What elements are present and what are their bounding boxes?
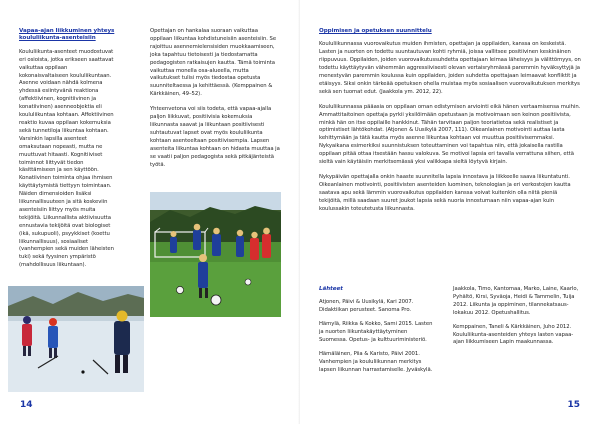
- section-heading-oppimisen: Oppimisen ja opetuksen suunnittelu: [319, 28, 432, 34]
- body-paragraph: Nykypäivän opettajalla onkin haaste suunnitella lapsia innostava ja liikkeelle saava liikuntatunti. Oikeanlainen motivointi, positiivisten asenteiden luominen, teknologian ja eri verkostojen kautta saatava apu sekä lämmin vuorovaikutus oppilaiden kanssa voivat kuitenkin olla niitä pieniä tekijöitä, millä saadaan suuret joukot lapsia sekä nuoria innostumaan niin vapaa-ajan kuin koulussakin toteutetusta liikunnasta.: [319, 174, 571, 212]
- body-paragraph: Koululiikunnassa pääasia on oppilaan oman edistymisen arviointi eikä hänen vertaamisensa muihin. Ammattitaitoinen opettaja pyrkii yksilöimään opetustaan ja motivoimaan sen keinon positiivista, minkä hän on itse oppilaille hankkinut. Tähän tarvitaan paljon teoriatietoa sekä realistiset ja optimistiset lähtökohdat. (Atjonen & Uusikylä 2007, 111). Oikeanlainen motivointi auttaa lasta kehittymään ja tätä kautta myös asenne liikuntaa kohtaan voi muuttua positiivisemmaksi. Nykyaikana esimerkiksi suunnistuksen toteuttaminen voi tapahtua niin, että jokaisella rastilla oppilaan pitää ottaa itsestään hassu valokuva. Se motivoi lapsia eri tavalla verrattuna siihen, että sieltä vain käytäisiin merkitsemässä yksi valikkapa sieltä löytyvä kirjain.: [319, 103, 581, 166]
- sources-left-column: [319, 286, 437, 381]
- section-heading-vapaa-ajan: Vapaa-ajan liikkuminen yhteys koululiikunta-asenteisiin: [19, 28, 115, 42]
- soccer-photo: [150, 192, 281, 317]
- page-number-15: 15: [567, 400, 580, 410]
- source-entry: Atjonen, Päivi & Uusikylä, Kari 2007. Didaktiikan perusteet. Sanoma Pro.: [319, 299, 414, 314]
- body-paragraph: Koululiikunta-asenteet muodostuvat eri osioista, jotka erikseen saattavat vaikuttaa oppilaan kokonaisvaltaiseen koululiikuntaan. Asenne voidaan nähdä kolmena yhdessä esiintyvänä reaktiona (affektiivinen, kognitiivinen ja konatiivinen) asenneobjektia eli koululiikuntaa kohtaan. Affektiivinen reaktio kuvaa oppilaan kokemuksia sekä tunnetiloja liikuntaa kohtaan. Varsinkin lapsilla asenteet omaksutaan nopeasti, mutta ne muuttuvat hitaasti. Kognitiiviset toiminnot liittyvät tiedon käsittämiseen ja sen käyttöön. Konatiivinen toiminta ohjaa ihmisen käyttäytymistä tiettyyn toimintaan. Näiden dimensioiden lisäksi liikunnallisuuteen ja sitä koskeviin asenteisiin liittyy myös muita tekijöitä. Liikunnallista aktiivisuutta ennustavia tekijöitä ovat biologiset (ikä, sukupuoli), psyykkiset (koettu liikunnallisuus), sosiaaliset (vanhempien sekä muiden läheisten tuki) sekä fyysinen ympäristö (mahdollisuus liikuntaan).: [19, 48, 114, 269]
- left-column-2: [150, 28, 280, 176]
- sources-heading: Lähteet: [319, 286, 343, 292]
- page-number-14: 14: [20, 400, 33, 410]
- body-paragraph: Yhteenvetona voi siis todeta, että vapaa-ajalla paljon liikkuvat, positiivisia kokemuksia liikunnasta saavat ja liikuntaan positiivisesti suhtautuvat lapset ovat myös koululiikunta kohtaan asenteeltaan positiivisempia. Lapsen asenteita liikuntaa kohtaan on hidasta muuttaa ja se vaatii paljon pedagogista sekä pitkäjänteistä työtä.: [150, 106, 280, 168]
- right-main-column: [319, 28, 581, 214]
- source-entry: Hämäläinen, Piia & Karisto, Päivi 2001. Vanhempien ja koululiikunnan merkitys lapsen liikunnan harrastamiselle. Jyväskylä.: [319, 350, 433, 373]
- body-paragraph: Opettajan on hankalaa suoraan vaikuttaa oppilaan liikuntaa kohdistuneisiin asenteisiin. Se rajoittuu asennemielensisiden muokkaamiseen, joka tapahtuu tietoisesti ja tiedostamatta pedagogisten ratkaisujen kautta. Tämä toiminta vaikuttaa monella osa-alueella, mutta vaikutukset tulisi myös tiedostaa opetusta suunniteltaessa ja kehittäessä. (Kemppainen & Kärkkäinen, 49–52).: [150, 28, 277, 98]
- left-column-1: [19, 28, 115, 270]
- body-paragraph: Koululiikunnassa vuorovaikutus muiden ihmisten, opettajan ja oppilaiden, kanssa on keskeistä. Lasten ja nuorten on todettu suuntautuvan kohti ryhmiä, joissa vallitsee positiivinen keskinäinen riippuvuus. Oppilaiden, joiden vuorovaikutussuhdetta opettajaan leimaa läheisyys ja välittömyys, on todettu käyttäytyvän vähemmän aggressiivisesti olevan vertaisryhmässä paremmin hyväksyttyjä ja menestyvän paremmin koulussa kuin oppilaiden, joiden suhdetta opettajaan leimaavat konfliktit ja etäisyys. Siksi onkin tärkeää opetuksen ohella muistaa myös sosiaalisen vuorovaikutuksen merkitys sekä sen tuomat edut. (Jaakkola ym. 2012, 22).: [319, 41, 581, 95]
- ice-hockey-photo: [8, 286, 144, 392]
- source-entry: Hämylä, Riikka & Kokko, Sami 2015. Lasten ja nuorten liikuntakäyttäytyminen Suomessa. Opetus- ja kulttuuriministeriö.: [319, 321, 433, 344]
- source-entry: Kemppainen, Taneli & Kärkkäinen, Juho 2012. Koululiikunta-asenteiden yhteys lasten vapaa-ajan liikkumiseen Lapin maakunnassa.: [453, 323, 574, 346]
- sources-right-column: [453, 286, 579, 353]
- source-entry: Jaakkola, Timo, Kantomaa, Marko, Laine, Kaarlo, Pyhältö, Kirsi, Syväoja, Heidi & Tammelin, Tuija 2012. Liikunta ja oppiminen, tilannekatsaus- lokakuu 2012. Opetushallitus.: [453, 286, 579, 316]
- page-15: [300, 0, 600, 424]
